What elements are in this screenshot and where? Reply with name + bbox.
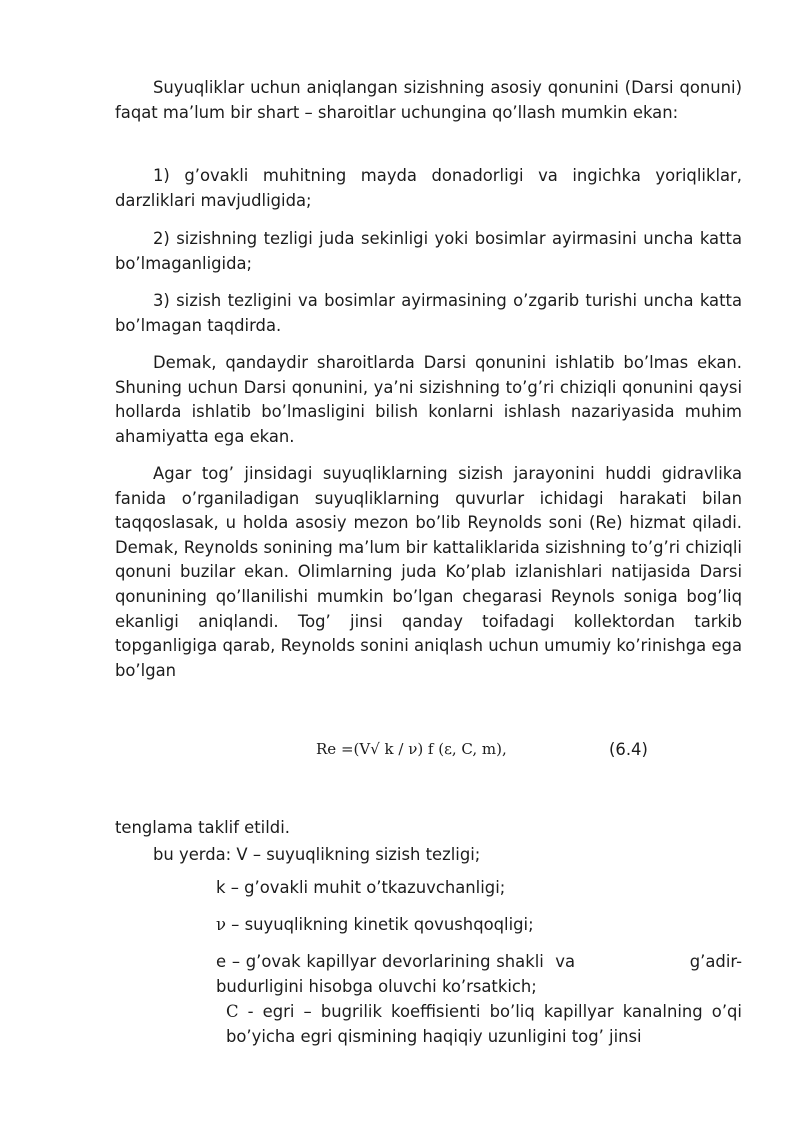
definition-e (216, 950, 742, 999)
paragraph-condition-3: 3) sizish tezligini va bosimlar ayirmasining o’zgarib turishi uncha katta bo’lmagan taqdirda. (115, 291, 742, 335)
paragraph-conclusion: Demak, qandaydir sharoitlarda Darsi qonunini ishlatib bo’lmas ekan. Shuning uchun Darsi qonunini, ya’ni sizishning to’g’ri chiziqli qonunini qaysi hollarda ishlatib bo’lmasligini bilish konlarni ishlash nazariyasida muhim ahamiyatta ega ekan. (115, 353, 742, 446)
definition-symbol: C (226, 1002, 239, 1021)
paragraph-condition-1: 1) g’ovakli muhitning mayda donadorligi va ingichka yoriqliklar, darzliklari mavjudligida; (115, 166, 742, 210)
definition-text: - egri – bugrilik koeffisienti bo’liq kapillyar kanalning o’qi bo’yicha egri qismining haqiqiy uzunligini tog’ jinsi (226, 1002, 742, 1046)
reynolds-formula: Re =(V√ k / ν) f (ε, C, m), (316, 740, 507, 758)
definition-text: – suyuqlikning kinetik qovushqoqligi; (225, 915, 534, 934)
definition-symbol: ν (216, 915, 226, 934)
definition-text: – g’ovakli muhit o’tkazuvchanligi; (225, 878, 506, 897)
definition-c (226, 1000, 742, 1049)
definition-text: – g’ovak kapillyar devorlarining shakli va g’adir-budurligini hisobga oluvchi ko’rsatkich; (216, 952, 742, 996)
definition-nu (216, 913, 534, 937)
definition-k (216, 876, 505, 900)
equation-number: (6.4) (609, 740, 648, 759)
after-formula-text: tenglama taklif etildi. (115, 818, 290, 837)
paragraph-condition-2: 2) sizishning tezligi juda sekinligi yoki bosimlar ayirmasini uncha katta bo’lmaganligida; (115, 229, 742, 273)
where-line: bu yerda: V – suyuqlikning sizish tezligi; (153, 845, 481, 864)
paragraph-intro: Suyuqliklar uchun aniqlangan sizishning asosiy qonunini (Darsi qonuni) faqat ma’lum bir shart – sharoitlar uchungina qo’llash mumkin ekan: (115, 78, 742, 122)
definition-symbol: e (216, 952, 227, 971)
paragraph-reynolds: Agar tog’ jinsidagi suyuqliklarning sizish jarayonini huddi gidravlika fanida o’rganiladigan suyuqliklarning quvurlar ichidagi harakati bilan taqqoslasak, u holda asosiy mezon bo’lib Reynolds soni (Re) hizmat qiladi. Demak, Reynolds sonining ma’lum bir kattaliklarida sizishning to’g’ri chiziqli qonuni buzilar ekan. Olimlarning juda Ko’plab izlanishlari natijasida Darsi qonunining qo’llanilishi mumkin bo’lgan chegarasi Reynols soniga bog’liq ekanligi aniqlandi. Tog’ jinsi qanday toifadagi kollektordan tarkib topganligiga qarab, Reynolds sonini aniqlash uchun umumiy ko’rinishga ega bo’lgan (115, 464, 742, 680)
definition-symbol: k (216, 878, 226, 897)
